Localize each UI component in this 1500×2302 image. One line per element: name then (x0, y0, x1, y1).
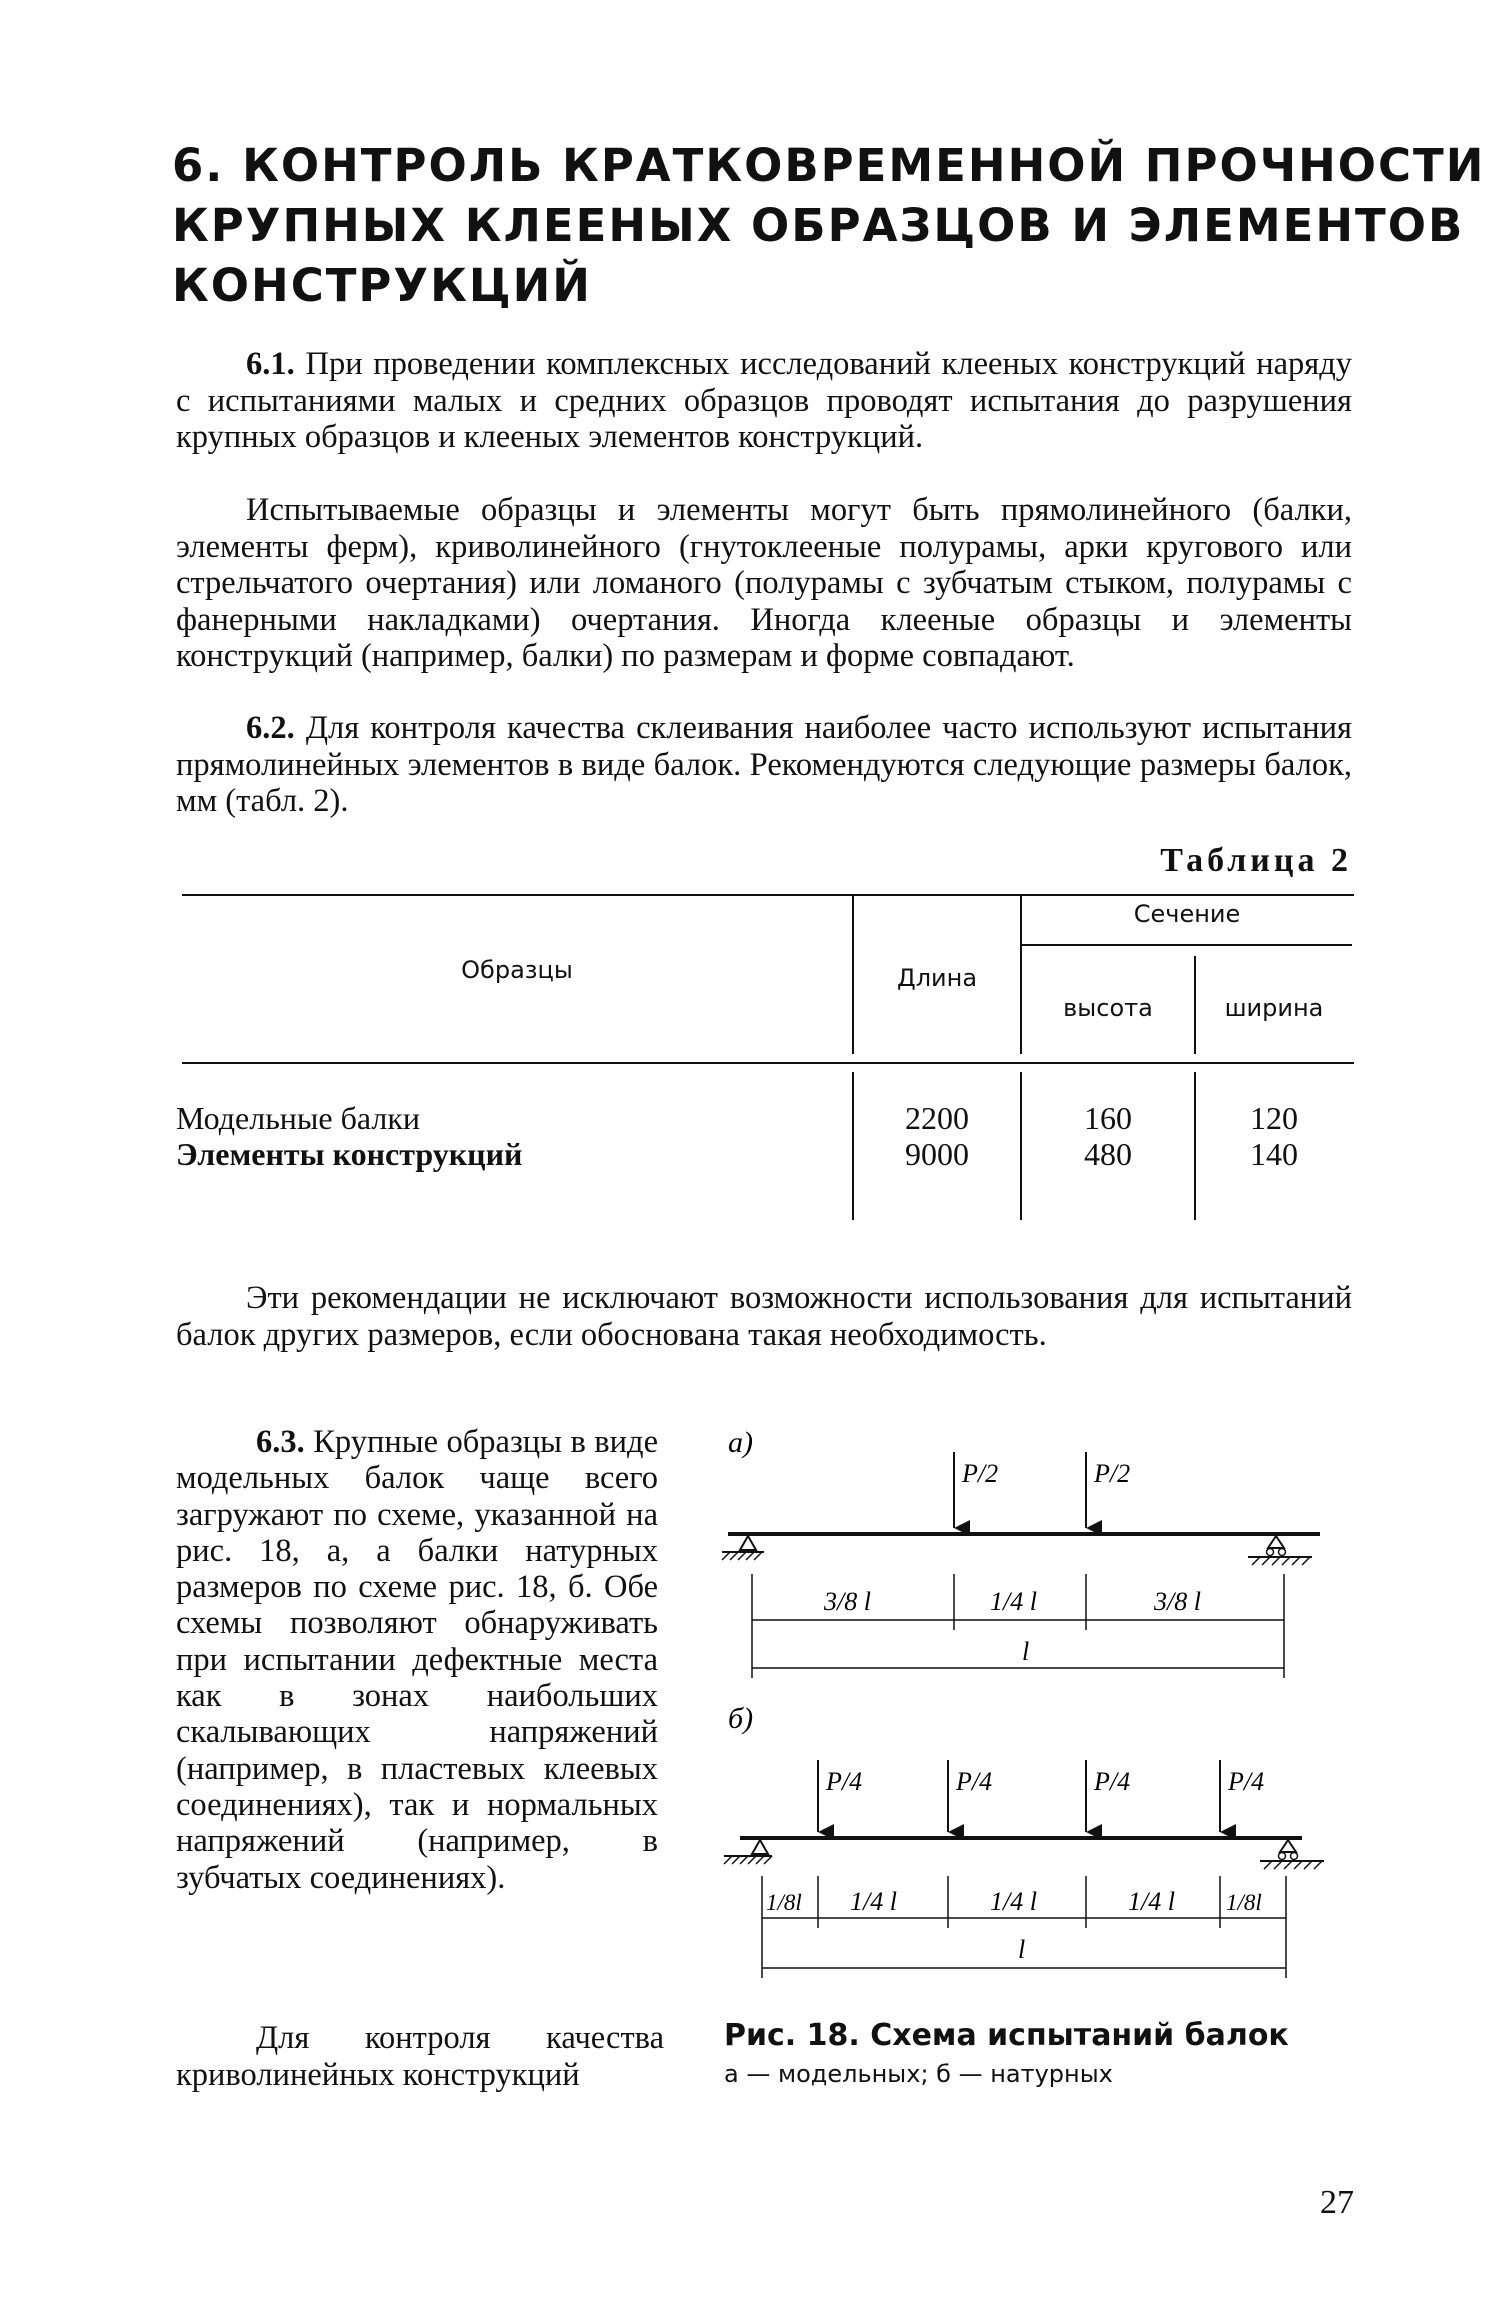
paragraph-text: Эти рекомендации не исключают возможности использования для испытаний балок других размеров, если обоснована такая необходимость. (176, 1280, 1352, 1353)
paragraph-text: Крупные образцы в виде модельных балок чаще всего загружают по схеме, указанной на рис. 18, а, а балки натурных размеров по схеме рис. 18, б. Обе схемы позволяют обнаруживать при испытании дефектные места как в зонах наибольших скалывающих напряжений (например, в пластевых клеевых соединениях), так и нормальных напряжений (например, в зубчатых соединениях). (176, 1424, 658, 1896)
table-cell: 140 (1250, 1136, 1298, 1172)
left-support-a (722, 1536, 764, 1560)
span-label: 3/8 l (824, 1587, 871, 1616)
table-cell: 2200 (905, 1100, 969, 1136)
paragraph-number: 6.2. (246, 710, 295, 746)
paragraph-curved-control (176, 2020, 664, 2093)
header-samples: Образцы (461, 956, 573, 984)
load-label: P/2 (962, 1459, 999, 1488)
figure-caption-title: Рис. 18. Схема испытаний балок (724, 2018, 1289, 2053)
paragraph-text: Испытываемые образцы и элементы могут быть прямолинейного (балки, элементы ферм), криволинейного (гнутоклееные полурамы, арки кругового или стрельчатого очертания) или ломаного (полурамы с зубчатым стыком, полурамы с фанерными накладками) очертания. Иногда клееные образцы и элементы конструкций (например, балки) по размерам и форме совпадают. (176, 492, 1352, 674)
paragraph-number: 6.3. (256, 1424, 305, 1460)
column-length (854, 1100, 1020, 1172)
heading-line-3: КОНСТРУКЦИЙ (172, 259, 592, 312)
header-length: Длина (896, 964, 978, 992)
paragraph-6-3 (176, 1424, 658, 1896)
span-label: 1/8l (1226, 1890, 1262, 1915)
paragraph-tested-samples (176, 492, 1352, 675)
right-support-b (1260, 1840, 1324, 1869)
heading-line-1: 6. КОНТРОЛЬ КРАТКОВРЕМЕННОЙ ПРОЧНОСТИ (172, 139, 1486, 192)
left-support-b (724, 1840, 772, 1864)
paragraph-recommendations (176, 1280, 1352, 1353)
table-cell: Модельные балки (176, 1100, 421, 1136)
table-cell: 120 (1250, 1100, 1298, 1136)
span-label: 1/8l (766, 1890, 802, 1915)
column-sample-names (176, 1100, 522, 1172)
span-label: 1/4 l (990, 1587, 1037, 1616)
column-height (1022, 1100, 1194, 1172)
header-width: ширина (1224, 994, 1324, 1022)
table-cell: 9000 (905, 1136, 969, 1172)
paragraph-text: Для контроля качества склеивания наиболее часто используют испытания прямолинейных элементов в виде балок. Рекомендуются следующие размеры балок, мм (табл. 2). (176, 710, 1353, 819)
total-length-label: l (1022, 1637, 1030, 1666)
figure-label-a: а) (728, 1426, 753, 1459)
paragraph-6-2 (176, 710, 1352, 820)
table-header-rule (182, 1062, 1354, 1064)
page-number: 27 (1320, 2184, 1354, 2221)
total-length-label: l (1018, 1935, 1026, 1964)
load-label: P/4 (956, 1767, 993, 1796)
header-height: высота (1063, 994, 1153, 1022)
column-width (1196, 1100, 1352, 1172)
section-header-rule (1022, 944, 1352, 946)
table-cell: Элементы конструкций (176, 1136, 523, 1172)
paragraph-6-1 (176, 346, 1352, 456)
load-label: P/4 (1228, 1767, 1265, 1796)
section-heading (172, 136, 1486, 316)
span-label: 1/4 l (1128, 1887, 1175, 1916)
table-cell: 160 (1084, 1100, 1132, 1136)
paragraph-number: 6.1. (246, 346, 295, 382)
paragraph-text: При проведении комплексных исследований клееных конструкций наряду с испытаниями малых и средних образцов проводят испытания до разрушения крупных образцов и клееных элементов конструкций. (176, 346, 1353, 455)
load-label: P/2 (1094, 1459, 1131, 1488)
table-cell: 480 (1084, 1136, 1132, 1172)
header-section: Сечение (1133, 900, 1241, 928)
right-support-a (1248, 1536, 1312, 1565)
dimension-total-a (752, 1630, 1284, 1678)
span-label: 1/4 l (850, 1887, 897, 1916)
figure-18 (700, 1424, 1360, 2004)
figure-caption (724, 2016, 1364, 2092)
load-label: P/4 (1094, 1767, 1131, 1796)
span-label: 1/4 l (990, 1887, 1037, 1916)
load-label: P/4 (826, 1767, 863, 1796)
figure-caption-subtitle: а — модельных; б — натурных (724, 2060, 1113, 2088)
heading-line-2: КРУПНЫХ КЛЕЕНЫХ ОБРАЗЦОВ И ЭЛЕМЕНТОВ (172, 199, 1465, 252)
table-caption: Таблица 2 (1160, 842, 1352, 879)
paragraph-text: Для контроля качества криволинейных конструкций (176, 2020, 664, 2093)
table-top-rule (182, 894, 1354, 896)
beam-schemes-svg (700, 1424, 1360, 2004)
span-label: 3/8 l (1154, 1587, 1201, 1616)
figure-label-b: б) (728, 1702, 754, 1735)
